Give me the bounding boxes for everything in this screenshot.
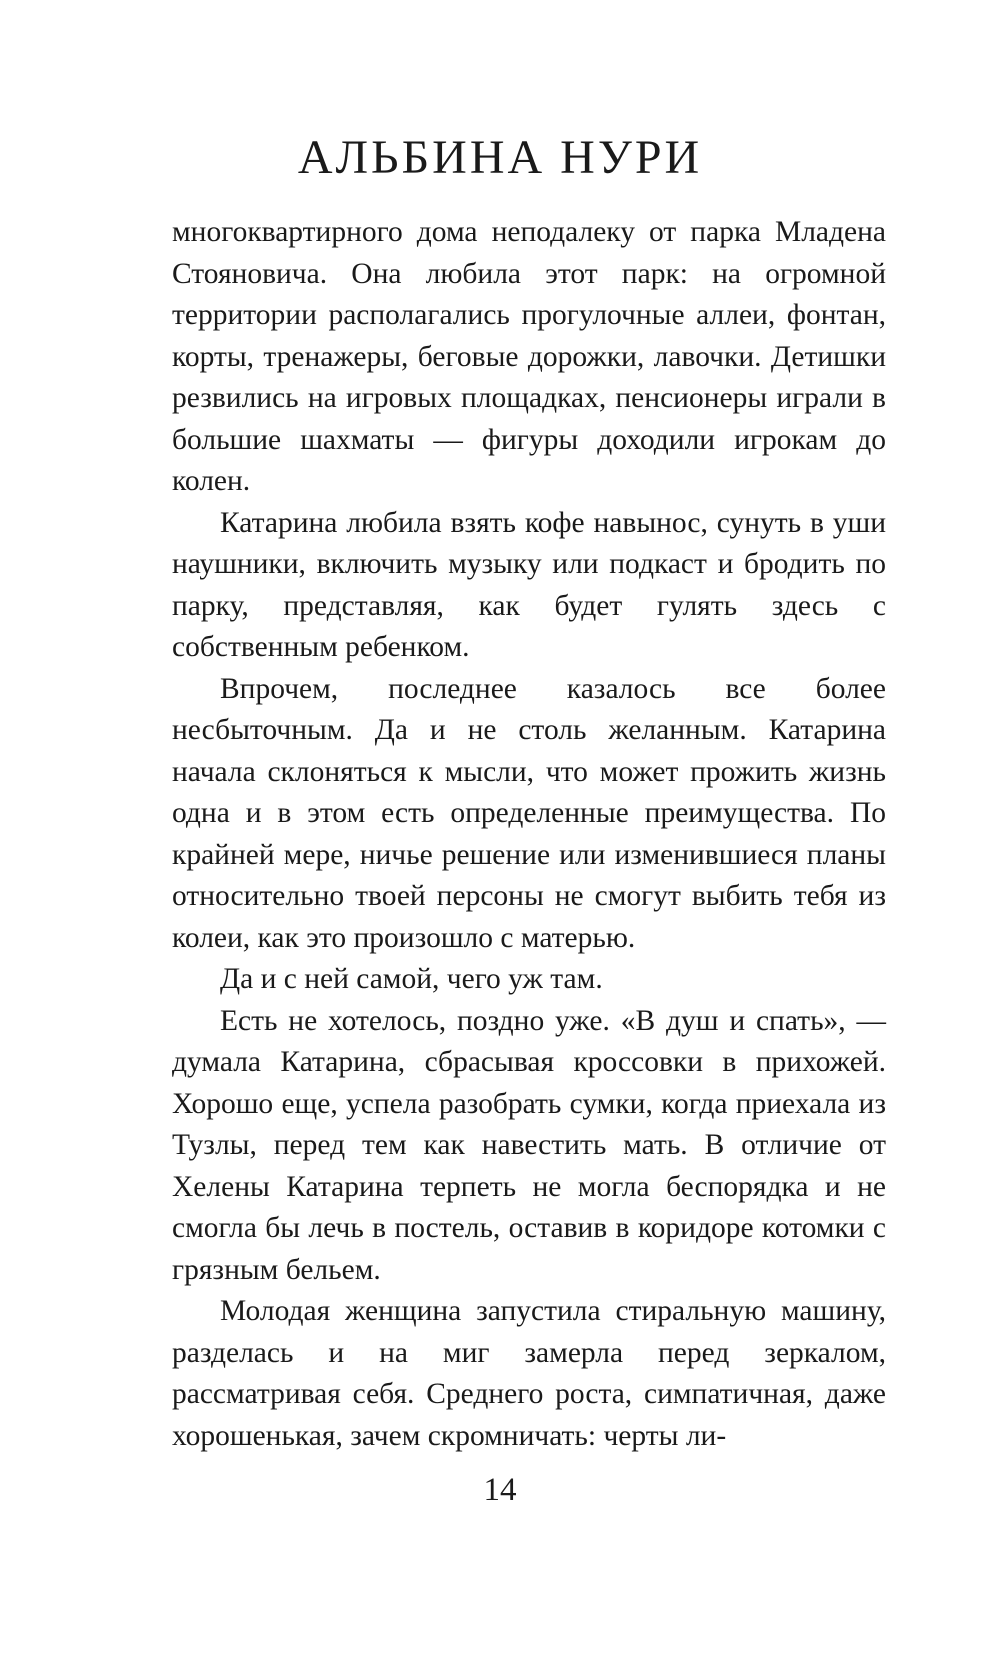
body-text bbox=[172, 212, 886, 1457]
paragraph-2: Катарина любила взять кофе навынос, сунуть в уши наушники, включить музыку или подкаст и бродить по парку, представляя, как будет гулять здесь с собственным ребенком. bbox=[172, 506, 886, 663]
paragraph-4: Да и с ней самой, чего уж там. bbox=[220, 963, 603, 995]
paragraph-6: Молодая женщина запустила стиральную машину, разделась и на миг замерла перед зеркалом, рассматривая себя. Среднего роста, симпатичная, даже хорошенькая, зачем скромничать: черты ли- bbox=[172, 1295, 886, 1452]
paragraph-5: Есть не хотелось, поздно уже. «В душ и спать», — думала Катарина, сбрасывая кроссовки в прихожей. Хорошо еще, успела разобрать сумки, когда приехала из Тузлы, перед тем как навестить мать. В отличие от Хелены Катарина терпеть не могла беспорядка и не смогла бы лечь в постель, оставив в коридоре котомки с грязным бельем. bbox=[172, 1004, 886, 1286]
page-number: 14 bbox=[483, 1472, 517, 1508]
paragraph-3: Впрочем, последнее казалось все более несбыточным. Да и не столь желанным. Катарина начала склоняться к мысли, что может прожить жизнь одна и в этом есть определенные преимущества. По крайней мере, ничье решение или изменившиеся планы относительно твоей персоны не смогут выбить тебя из колеи, как это произошло с матерью. bbox=[172, 672, 886, 954]
paragraph-1: многоквартирного дома неподалеку от парка Младена Стояновича. Она любила этот парк: на огромной территории располагались прогулочные аллеи, фонтан, корты, тренажеры, беговые дорожки, лавочки. Детишки резвились на игровых площадках, пенсионеры играли в большие шахматы — фигуры доходили игрокам до колен. bbox=[172, 216, 886, 497]
running-head-author: АЛЬБИНА НУРИ bbox=[297, 131, 703, 184]
